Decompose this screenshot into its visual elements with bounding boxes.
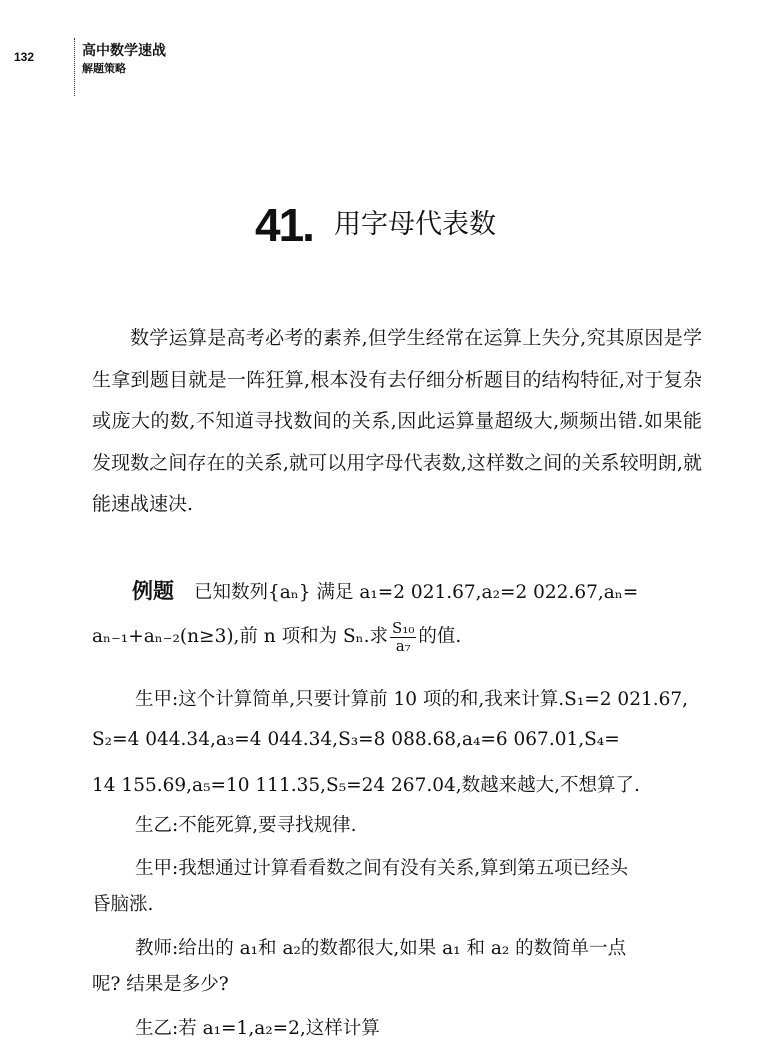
example-label: 例题 bbox=[132, 579, 174, 603]
header-divider bbox=[74, 38, 75, 96]
example-text-2a: aₙ₋₁+aₙ₋₂(n≥3),前 n 项和为 Sₙ.求 bbox=[92, 626, 389, 647]
fraction-numerator: S₁₀ bbox=[392, 619, 415, 637]
section-number-dot: . bbox=[302, 199, 315, 251]
fraction-s10-over-a7 bbox=[390, 620, 416, 654]
dialogue-1-line-3: 14 155.69,a₅=10 111.35,S₅=24 267.04,数越来越大,不想算了. bbox=[92, 775, 640, 796]
dialogue-4-line-2: 呢? 结果是多少? bbox=[92, 974, 229, 995]
section-title-text: 用字母代表数 bbox=[334, 209, 497, 240]
dialogue-1-line-2: S₂=4 044.34,a₃=4 044.34,S₃=8 088.68,a₄=6 067.01,S₄= bbox=[92, 729, 620, 750]
dialogue-3-line-2: 昏脑涨. bbox=[92, 894, 154, 915]
dialogue-1-line-1: 生甲:这个计算简单,只要计算前 10 项的和,我来计算.S₁=2 021.67, bbox=[135, 689, 689, 710]
fraction-denominator: a₇ bbox=[395, 636, 411, 655]
example-text-2b: 的值. bbox=[418, 626, 462, 647]
example-line-2 bbox=[92, 620, 461, 654]
intro-text bbox=[92, 318, 702, 526]
section-number: 41 bbox=[255, 199, 303, 251]
dialogue-2: 生乙:不能死算,要寻找规律. bbox=[135, 815, 357, 836]
book-subtitle: 解题策略 bbox=[82, 62, 126, 75]
dialogue-4-line-1: 教师:给出的 a₁和 a₂的数都很大,如果 a₁ 和 a₂ 的数简单一点 bbox=[135, 938, 627, 959]
example-line-1 bbox=[92, 575, 638, 605]
dialogue-3-line-1: 生甲:我想通过计算看看数之间有没有关系,算到第五项已经头 bbox=[135, 858, 629, 879]
page-number: 132 bbox=[14, 50, 35, 64]
book-title: 高中数学速战 bbox=[82, 43, 166, 59]
dialogue-5: 生乙:若 a₁=1,a₂=2,这样计算 bbox=[135, 1018, 380, 1039]
example-text-1: 已知数列{aₙ} 满足 a₁=2 021.67,a₂=2 022.67,aₙ= bbox=[194, 582, 639, 603]
intro-paragraph: 数学运算是高考必考的素养,但学生经常在运算上失分,究其原因是学生拿到题目就是一阵狂算,根本没有去仔细分析题目的结构特征,对于复杂或庞大的数,不知道寻找数间的关系,因此运算量超级大,频频出错.如果能发现数之间存在的关系,就可以用字母代表数,这样数之间的关系较明朗,就能速战速决. bbox=[92, 327, 702, 515]
section-title bbox=[255, 198, 496, 252]
